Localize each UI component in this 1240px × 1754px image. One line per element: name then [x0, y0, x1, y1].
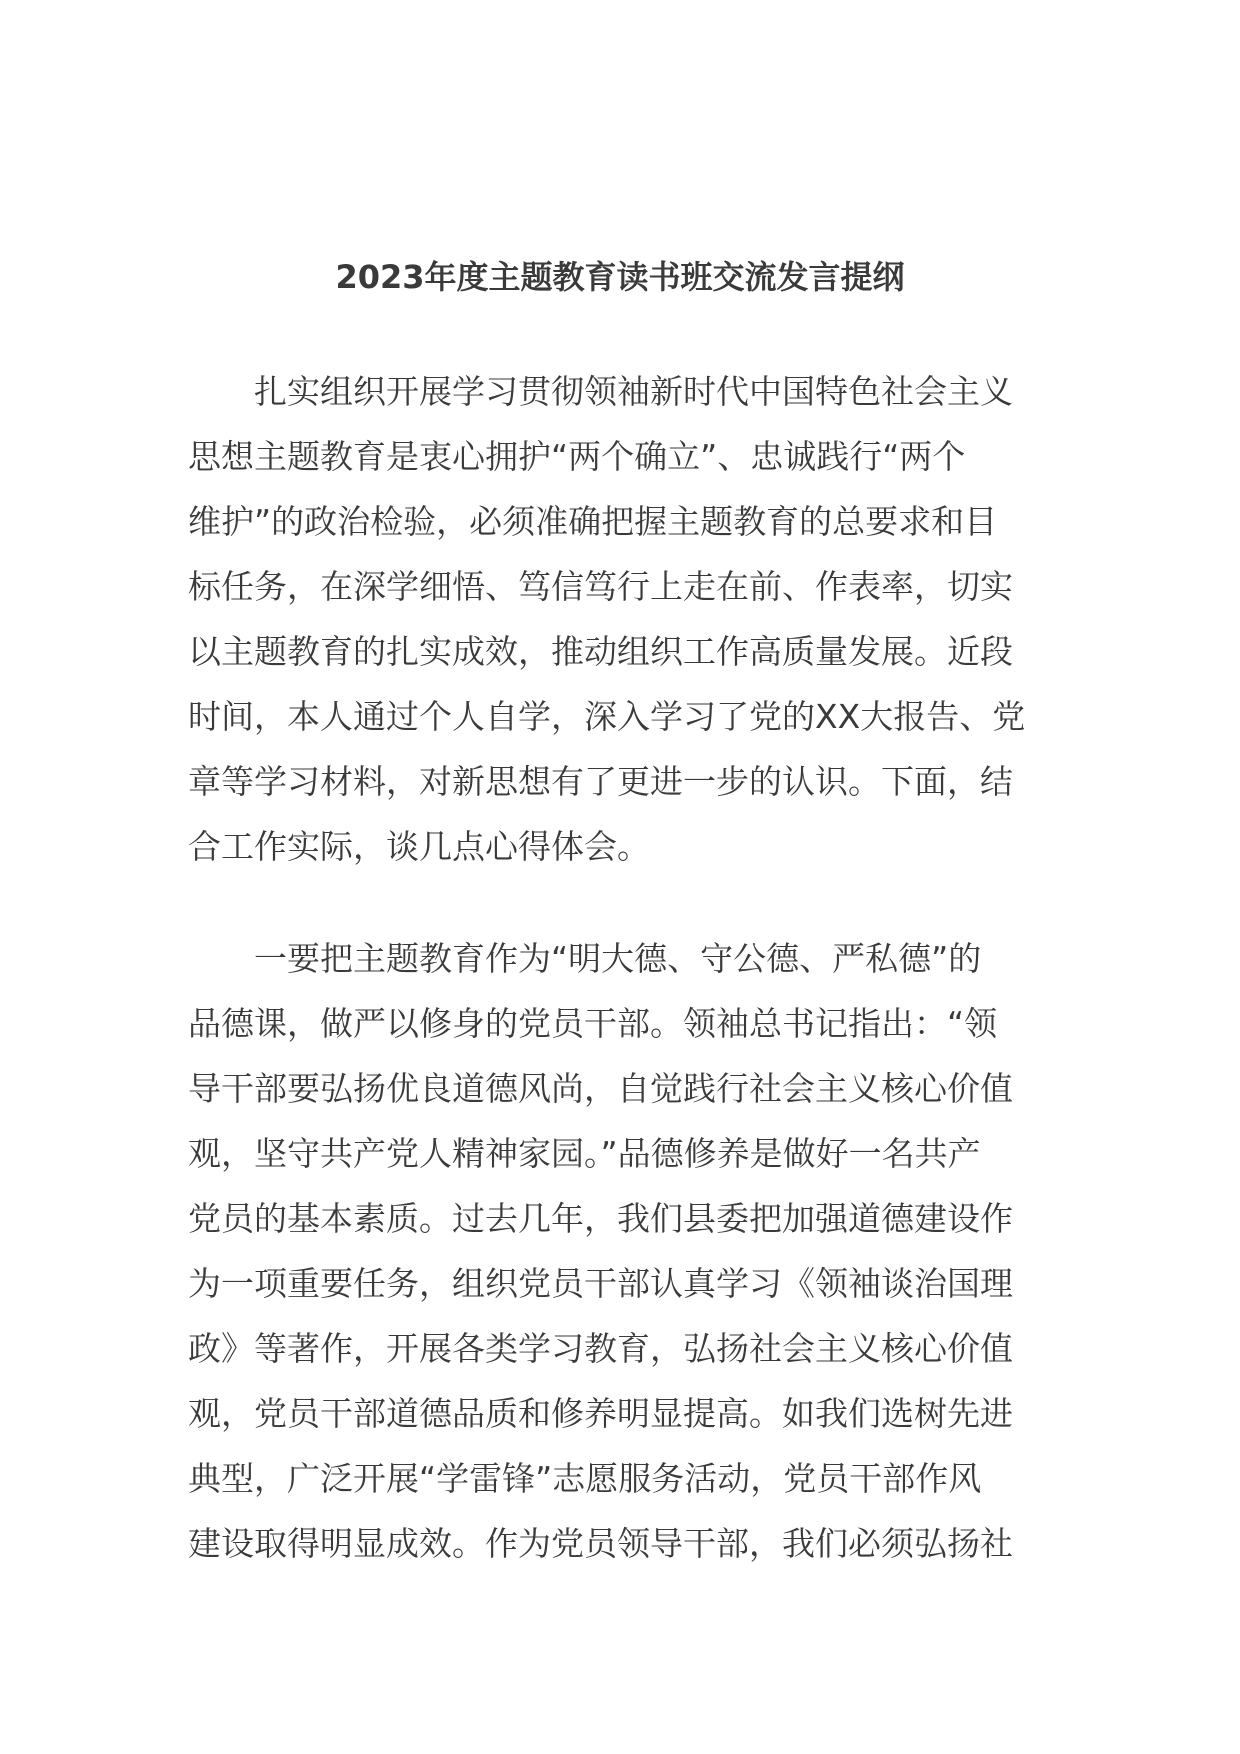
document-title: 2023年度主题教育读书班交流发言提纲 [335, 258, 905, 296]
paragraph-line: 思想主题教育是衷心拥护“两个确立”、忠诚践行“两个 [188, 437, 966, 476]
paragraph-line: 党员的基本素质。过去几年，我们县委把加强道德建设作 [188, 1199, 1013, 1238]
paragraph-line: 章等学习材料，对新思想有了更进一步的认识。下面，结 [188, 762, 1013, 801]
paragraph-line: 时间，本人通过个人自学，深入学习了党的XX大报告、党 [188, 697, 1026, 736]
paragraph-line: 典型，广泛开展“学雷锋”志愿服务活动，党员干部作风 [188, 1459, 982, 1498]
paragraph-line: 扎实组织开展学习贯彻领袖新时代中国特色社会主义 [254, 372, 1013, 411]
paragraph-line: 标任务，在深学细悟、笃信笃行上走在前、作表率，切实 [188, 567, 1013, 606]
paragraph-line: 一要把主题教育作为“明大德、守公德、严私德”的 [254, 939, 982, 978]
paragraph-line: 建设取得明显成效。作为党员领导干部，我们必须弘扬社 [188, 1524, 1013, 1563]
paragraph-line: 政》等著作，开展各类学习教育，弘扬社会主义核心价值 [188, 1329, 1013, 1368]
paragraph-line: 以主题教育的扎实成效，推动组织工作高质量发展。近段 [188, 632, 1013, 671]
paragraph-point-one [188, 926, 1058, 1576]
paragraph-line: 合工作实际，谈几点心得体会。 [188, 827, 650, 866]
paragraph-intro [188, 359, 1058, 879]
paragraph-line: 为一项重要任务，组织党员干部认真学习《领袖谈治国理 [188, 1264, 1013, 1303]
paragraph-line: 品德课，做严以修身的党员干部。领袖总书记指出：“领 [188, 1004, 998, 1043]
paragraph-line: 观，坚守共产党人精神家园。”品德修养是做好一名共产 [188, 1134, 981, 1173]
paragraph-line: 观，党员干部道德品质和修养明显提高。如我们选树先进 [188, 1394, 1013, 1433]
paragraph-line: 导干部要弘扬优良道德风尚，自觉践行社会主义核心价值 [188, 1069, 1013, 1108]
paragraph-line: 维护”的政治检验，必须准确把握主题教育的总要求和目 [188, 502, 998, 541]
